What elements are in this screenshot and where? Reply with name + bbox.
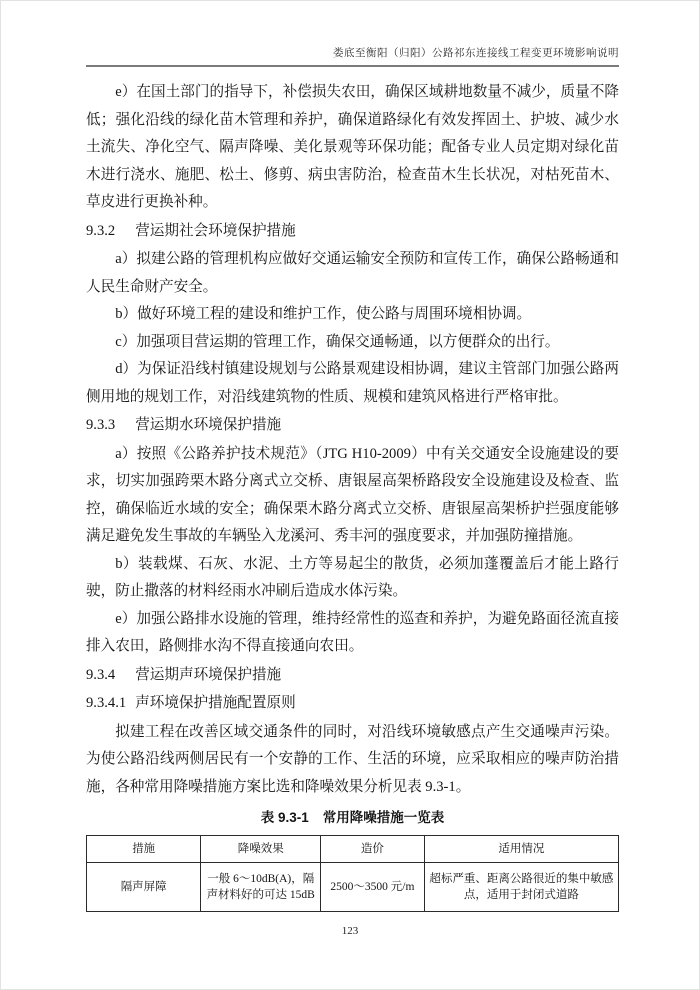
paragraph-9-3-3-e: e）加强公路排水设施的管理，维持经常性的巡查和养护，为避免路面径流直接排入农田，路侧排水沟不得直接通向农田。 (86, 610, 619, 654)
paragraph-9-3-2-c: c）加强项目营运期的管理工作，确保交通畅通，以方便群众的出行。 (115, 333, 560, 350)
table-header-applicability: 适用情况 (424, 836, 618, 863)
noise-measures-table-block (86, 808, 619, 912)
table-cell-measure: 隔声屏障 (87, 863, 201, 912)
section-title: 营运期声环境保护措施 (135, 666, 282, 683)
section-number: 9.3.2 (86, 222, 116, 239)
section-number: 9.3.3 (86, 417, 116, 433)
paragraph-9-3-3-a: a）按照《公路养护技术规范》（JTG H10-2009）中有关交通安全设施建设的要求，切实加强跨栗木路分离式立交桥、唐银屋高架桥路段安全设施建设及检查、监控，确保临近水域的安全；确保栗木路分离式立交桥、唐银屋高架桥护拦强度能够满足避免发生事故的车辆坠入龙溪河、秀丰河的强度要求，并加强防撞措施。 (86, 445, 619, 544)
table-header-measure: 措施 (87, 836, 201, 863)
paragraph-noise-intro: 拟建工程在改善区域交通条件的同时，对沿线环境敏感点产生交通噪声污染。为使公路沿线两侧居民有一个安静的工作、生活的环境，应采取相应的噪声防治措施，各种常用降噪措施方案比选和降噪效果分析见表 9.3-1。 (86, 723, 619, 795)
table-row (87, 863, 619, 912)
section-title: 营运期水环境保护措施 (135, 417, 282, 433)
section-heading-9-3-2 (86, 218, 619, 246)
document-content (86, 79, 619, 912)
table-cell-effect: 一般 6～10dB(A)，隔声材料好的可达 15dB (201, 863, 321, 912)
paragraph-land-compensation: e）在国土部门的指导下，补偿损失农田，确保区域耕地数量不减少，质量不降低；强化沿线的绿化苗木管理和养护，确保道路绿化有效发挥固土、护坡、减少水土流失、净化空气、隔声降噪、美化景观等环保功能；配备专业人员定期对绿化苗木进行浇水、施肥、松土、修剪、病虫害防治，检查苗木生长状况，对枯死苗木、草皮进行更换补种。 (86, 84, 619, 210)
table-caption-text: 常用降噪措施一览表 (322, 810, 445, 825)
section-heading-9-3-4-1 (86, 690, 619, 718)
paragraph-9-3-3-b: b）装载煤、石灰、水泥、土方等易起尘的散货，必须加蓬覆盖后才能上路行驶，防止撒落的材料经雨水冲刷后造成水体污染。 (86, 555, 619, 599)
paragraph-9-3-2-b: b）做好环境工程的建设和维护工作，使公路与周围环境相协调。 (115, 306, 532, 322)
table-header-row (87, 836, 619, 863)
table-cell-applicability: 超标严重、距离公路很近的集中敏感点，适用于封闭式道路 (424, 863, 618, 912)
page-header-title: 娄底至衡阳（归阳）公路祁东连接线工程变更环境影响说明 (333, 48, 619, 59)
section-heading-9-3-3 (86, 412, 619, 440)
section-title: 声环境保护措施配置原则 (135, 695, 296, 711)
table-header-cost: 造价 (321, 836, 425, 863)
table-cell-cost: 2500～3500 元/m (321, 863, 425, 912)
page-header (86, 45, 619, 67)
noise-measures-table (86, 835, 619, 912)
paragraph-9-3-2-a: a）拟建公路的管理机构应做好交通运输安全预防和宣传工作，确保公路畅通和人民生命财产安全。 (86, 251, 619, 295)
section-number: 9.3.4.1 (86, 695, 127, 711)
section-heading-9-3-4 (86, 662, 619, 690)
table-label: 表 9.3-1 (260, 810, 309, 825)
table-caption (86, 808, 619, 828)
table-header-effect: 降噪效果 (201, 836, 321, 863)
section-number: 9.3.4 (86, 666, 116, 683)
paragraph-9-3-2-d: d）为保证沿线村镇建设规划与公路景观建设相协调，建议主管部门加强公路两侧用地的规划工作，对沿线建筑物的性质、规模和建筑风格进行严格审批。 (86, 361, 619, 405)
section-title: 营运期社会环境保护措施 (135, 222, 296, 239)
page-number: 123 (341, 925, 359, 937)
